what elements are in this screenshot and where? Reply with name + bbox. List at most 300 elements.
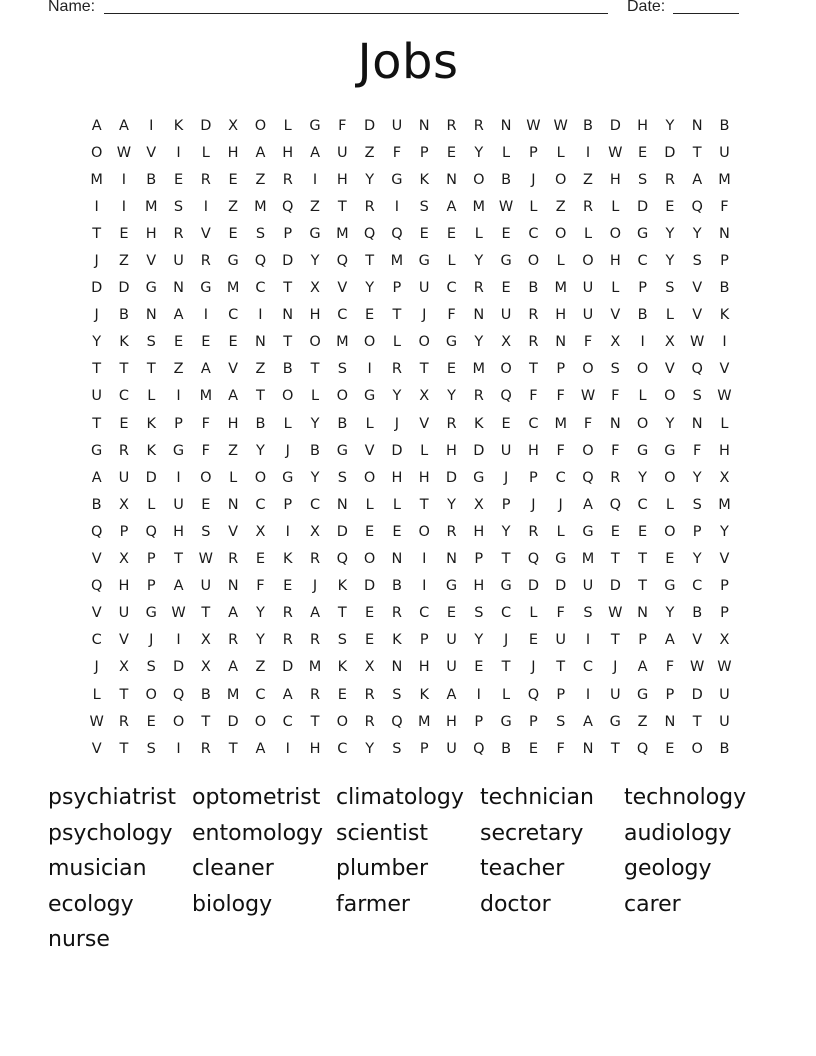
- grid-letter: X: [118, 659, 129, 676]
- grid-letter: X: [200, 659, 211, 676]
- grid-letter: V: [364, 442, 375, 459]
- grid-letter: M: [308, 659, 322, 676]
- grid-letter: L: [92, 686, 101, 703]
- grid-letter: M: [226, 686, 240, 703]
- grid-letter: R: [446, 523, 457, 540]
- grid-letter: S: [201, 523, 211, 540]
- grid-letter: O: [636, 415, 649, 432]
- grid-letter: G: [664, 578, 676, 595]
- grid-letter: F: [556, 740, 565, 757]
- grid-letter: M: [199, 388, 213, 405]
- grid-letter: I: [722, 334, 727, 351]
- grid-row: [83, 735, 738, 762]
- grid-row: [83, 681, 738, 708]
- grid-letter: S: [610, 361, 620, 378]
- grid-letter: T: [501, 659, 511, 676]
- grid-letter: R: [473, 388, 484, 405]
- grid-letter: L: [283, 415, 292, 432]
- grid-letter: L: [529, 198, 538, 215]
- grid-letter: U: [582, 307, 594, 324]
- grid-letter: N: [446, 171, 457, 188]
- grid-letter: Q: [336, 253, 349, 270]
- grid-letter: S: [173, 198, 184, 215]
- grid-letter: Z: [255, 171, 266, 188]
- grid-letter: A: [664, 632, 675, 649]
- word-list: [48, 780, 788, 958]
- grid-letter: L: [147, 496, 156, 513]
- grid-letter: E: [201, 496, 211, 513]
- word-list-item: technology: [624, 785, 747, 810]
- grid-letter: Z: [255, 361, 266, 378]
- grid-letter: P: [419, 144, 429, 161]
- grid-letter: N: [336, 496, 348, 513]
- grid-letter: B: [637, 307, 648, 324]
- grid-letter: R: [446, 415, 457, 432]
- grid-letter: X: [473, 496, 484, 513]
- grid-letter: Y: [692, 225, 702, 242]
- word-list-item: nurse: [48, 927, 110, 953]
- grid-letter: R: [228, 551, 239, 568]
- grid-letter: N: [418, 117, 430, 134]
- grid-letter: N: [473, 307, 485, 324]
- grid-letter: O: [582, 253, 594, 270]
- grid-letter: V: [664, 361, 675, 378]
- grid-letter: U: [446, 659, 457, 676]
- grid-letter: J: [558, 496, 563, 513]
- grid-letter: I: [203, 198, 208, 215]
- grid-letter: L: [583, 225, 593, 242]
- grid-letter: B: [692, 605, 703, 622]
- grid-row: [83, 302, 738, 329]
- grid-letter: S: [692, 253, 702, 270]
- grid-letter: R: [364, 198, 375, 215]
- grid-letter: U: [500, 307, 512, 324]
- grid-letter: P: [720, 253, 729, 270]
- grid-letter: S: [637, 171, 648, 188]
- grid-letter: Q: [527, 551, 540, 568]
- grid-letter: X: [310, 523, 320, 540]
- grid-letter: D: [118, 280, 130, 297]
- grid-letter: E: [528, 632, 538, 649]
- grid-letter: R: [228, 632, 239, 649]
- grid-row: [83, 112, 738, 139]
- word-list-item: audiology: [624, 820, 732, 846]
- grid-letter: M: [390, 253, 404, 270]
- grid-letter: U: [500, 442, 512, 459]
- grid-letter: R: [364, 713, 375, 730]
- grid-letter: B: [146, 171, 157, 188]
- grid-letter: C: [255, 280, 266, 297]
- grid-letter: I: [394, 198, 400, 215]
- grid-letter: V: [719, 361, 730, 378]
- grid-row: [83, 708, 738, 735]
- grid-letter: L: [556, 253, 565, 270]
- grid-letter: V: [146, 253, 157, 270]
- grid-letter: O: [309, 334, 321, 351]
- grid-letter: Q: [582, 469, 594, 486]
- grid-letter: N: [719, 225, 730, 242]
- grid-letter: E: [365, 632, 375, 649]
- grid-letter: Y: [474, 253, 484, 270]
- grid-letter: Z: [118, 253, 129, 270]
- grid-letter: M: [554, 415, 567, 432]
- grid-letter: Q: [145, 523, 157, 540]
- grid-letter: K: [282, 551, 293, 568]
- grid-letter: I: [285, 523, 290, 540]
- grid-letter: C: [337, 740, 348, 757]
- grid-letter: Y: [665, 605, 675, 622]
- grid-letter: D: [555, 578, 567, 595]
- grid-row: [83, 437, 738, 464]
- grid-letter: F: [556, 605, 565, 622]
- grid-letter: T: [310, 361, 320, 378]
- grid-letter: K: [146, 415, 156, 432]
- grid-letter: H: [637, 117, 649, 134]
- grid-letter: T: [92, 361, 102, 378]
- grid-letter: P: [474, 713, 484, 730]
- grid-letter: S: [419, 198, 429, 215]
- grid-letter: G: [636, 686, 649, 703]
- grid-letter: U: [719, 686, 730, 703]
- grid-letter: P: [392, 280, 402, 297]
- grid-letter: G: [555, 551, 567, 568]
- word-list-item: psychology: [48, 820, 173, 846]
- grid-letter: F: [201, 415, 210, 432]
- grid-letter: P: [119, 523, 129, 540]
- grid-letter: O: [636, 361, 649, 378]
- grid-letter: T: [638, 551, 648, 568]
- grid-letter: W: [608, 605, 623, 622]
- grid-letter: C: [692, 578, 703, 595]
- grid-letter: X: [719, 469, 730, 486]
- grid-letter: C: [446, 280, 457, 297]
- grid-letter: C: [582, 659, 594, 676]
- grid-letter: J: [94, 307, 99, 324]
- grid-letter: T: [528, 361, 538, 378]
- grid-letter: E: [446, 605, 457, 622]
- grid-letter: D: [200, 117, 212, 134]
- grid-letter: G: [145, 280, 157, 297]
- grid-letter: E: [119, 225, 129, 242]
- grid-letter: D: [445, 469, 458, 486]
- grid-letter: O: [172, 713, 185, 730]
- grid-letter: Y: [256, 632, 265, 649]
- grid-letter: O: [582, 442, 594, 459]
- grid-letter: R: [309, 686, 321, 703]
- grid-letter: R: [282, 171, 293, 188]
- grid-letter: I: [121, 171, 127, 188]
- grid-letter: O: [200, 469, 212, 486]
- grid-letter: D: [473, 442, 485, 459]
- grid-letter: R: [200, 253, 211, 270]
- grid-letter: K: [146, 442, 156, 459]
- grid-letter: U: [582, 280, 594, 297]
- grid-letter: M: [254, 198, 267, 215]
- grid-letter: C: [528, 225, 539, 242]
- grid-letter: F: [556, 442, 565, 459]
- grid-letter: X: [310, 280, 320, 297]
- grid-letter: E: [228, 225, 238, 242]
- grid-letter: J: [312, 578, 318, 595]
- grid-letter: J: [94, 659, 99, 676]
- grid-letter: F: [256, 578, 265, 595]
- grid-letter: Y: [365, 280, 375, 297]
- grid-letter: H: [609, 253, 621, 270]
- grid-letter: A: [173, 307, 184, 324]
- grid-letter: P: [419, 740, 429, 757]
- grid-letter: L: [665, 307, 674, 324]
- grid-letter: T: [146, 361, 156, 378]
- grid-row: [83, 654, 738, 681]
- grid-letter: L: [283, 117, 292, 134]
- grid-letter: S: [665, 280, 675, 297]
- grid-letter: Z: [173, 361, 184, 378]
- grid-letter: P: [638, 280, 647, 297]
- grid-letter: T: [419, 361, 429, 378]
- grid-letter: H: [227, 415, 239, 432]
- grid-letter: M: [144, 198, 158, 215]
- grid-letter: Y: [392, 388, 402, 405]
- grid-letter: V: [91, 551, 102, 568]
- grid-letter: J: [531, 659, 536, 676]
- grid-letter: N: [582, 740, 594, 757]
- grid-letter: Y: [365, 740, 375, 757]
- grid-letter: I: [367, 361, 372, 378]
- grid-letter: O: [254, 117, 267, 134]
- grid-letter: P: [146, 551, 156, 568]
- grid-letter: B: [282, 361, 293, 378]
- grid-letter: H: [418, 469, 430, 486]
- grid-letter: R: [664, 171, 675, 188]
- grid-letter: D: [364, 578, 376, 595]
- grid-letter: E: [283, 578, 293, 595]
- grid-letter: Q: [609, 496, 621, 513]
- grid-letter: Y: [665, 415, 675, 432]
- grid-letter: S: [337, 632, 347, 649]
- grid-letter: I: [640, 334, 645, 351]
- grid-letter: P: [720, 605, 729, 622]
- grid-letter: Y: [665, 225, 675, 242]
- grid-letter: W: [690, 659, 705, 676]
- grid-letter: Q: [90, 578, 103, 595]
- grid-letter: E: [665, 198, 675, 215]
- grid-letter: J: [422, 307, 427, 324]
- grid-letter: C: [528, 415, 539, 432]
- grid-letter: O: [254, 713, 267, 730]
- grid-letter: T: [310, 713, 320, 730]
- grid-letter: I: [176, 144, 181, 161]
- grid-letter: L: [529, 605, 538, 622]
- grid-letter: V: [610, 307, 621, 324]
- grid-letter: V: [419, 415, 430, 432]
- grid-letter: U: [173, 253, 184, 270]
- grid-letter: Y: [365, 171, 375, 188]
- grid-letter: T: [501, 551, 511, 568]
- grid-letter: D: [364, 117, 376, 134]
- grid-letter: C: [255, 496, 266, 513]
- grid-letter: V: [228, 523, 239, 540]
- grid-row: [83, 518, 738, 545]
- grid-letter: G: [336, 442, 348, 459]
- grid-letter: R: [391, 361, 402, 378]
- grid-letter: A: [118, 117, 129, 134]
- grid-letter: N: [691, 117, 703, 134]
- grid-letter: C: [282, 713, 293, 730]
- grid-letter: O: [418, 523, 430, 540]
- word-list-item: geology: [624, 856, 712, 882]
- grid-letter: B: [528, 280, 539, 297]
- grid-letter: J: [394, 415, 400, 432]
- grid-letter: O: [282, 388, 294, 405]
- grid-letter: M: [472, 198, 486, 215]
- grid-letter: J: [503, 469, 509, 486]
- grid-letter: D: [664, 144, 676, 161]
- grid-letter: S: [146, 740, 156, 757]
- grid-letter: O: [554, 171, 567, 188]
- grid-letter: H: [391, 469, 403, 486]
- grid-letter: D: [91, 280, 103, 297]
- grid-letter: O: [336, 713, 349, 730]
- grid-letter: U: [719, 713, 730, 730]
- grid-letter: T: [228, 740, 238, 757]
- grid-letter: R: [282, 632, 293, 649]
- grid-letter: O: [664, 388, 676, 405]
- grid-row: [83, 247, 738, 274]
- grid-letter: K: [719, 307, 730, 324]
- grid-letter: W: [717, 388, 732, 405]
- grid-letter: T: [692, 713, 702, 730]
- grid-letter: V: [692, 307, 703, 324]
- grid-letter: I: [176, 740, 181, 757]
- grid-letter: I: [149, 117, 154, 134]
- grid-letter: B: [91, 496, 102, 513]
- grid-letter: U: [418, 280, 430, 297]
- grid-letter: A: [200, 361, 211, 378]
- grid-letter: W: [526, 117, 541, 134]
- grid-letter: I: [285, 740, 290, 757]
- grid-letter: P: [556, 361, 566, 378]
- grid-letter: X: [610, 334, 621, 351]
- grid-letter: E: [474, 659, 484, 676]
- grid-letter: T: [92, 415, 102, 432]
- grid-letter: G: [309, 117, 321, 134]
- grid-letter: G: [473, 469, 485, 486]
- page-title: Jobs: [357, 34, 459, 90]
- grid-letter: I: [203, 307, 208, 324]
- grid-letter: H: [309, 307, 321, 324]
- grid-letter: M: [417, 713, 431, 730]
- grid-letter: W: [690, 334, 705, 351]
- grid-letter: T: [174, 551, 183, 568]
- grid-letter: Y: [256, 442, 265, 459]
- grid-letter: J: [94, 253, 99, 270]
- grid-letter: D: [691, 686, 703, 703]
- grid-letter: X: [200, 632, 211, 649]
- grid-letter: S: [337, 361, 347, 378]
- grid-letter: D: [172, 659, 185, 676]
- grid-letter: E: [501, 225, 511, 242]
- grid-letter: P: [529, 713, 538, 730]
- grid-letter: E: [228, 171, 238, 188]
- grid-letter: R: [473, 280, 484, 297]
- grid-letter: Q: [391, 225, 403, 242]
- grid-letter: T: [256, 388, 265, 405]
- grid-letter: R: [118, 442, 129, 459]
- grid-letter: T: [283, 280, 293, 297]
- grid-letter: Y: [501, 523, 511, 540]
- grid-letter: N: [255, 334, 266, 351]
- grid-letter: I: [585, 144, 591, 161]
- grid-letter: W: [198, 551, 213, 568]
- grid-letter: U: [719, 144, 730, 161]
- grid-letter: G: [145, 605, 157, 622]
- grid-letter: L: [229, 469, 238, 486]
- grid-letter: V: [146, 144, 157, 161]
- grid-letter: Q: [90, 523, 103, 540]
- grid-letter: A: [583, 713, 593, 730]
- grid-letter: V: [719, 551, 730, 568]
- grid-letter: B: [583, 117, 593, 134]
- grid-letter: G: [500, 253, 512, 270]
- grid-letter: A: [91, 117, 102, 134]
- grid-letter: B: [200, 686, 211, 703]
- grid-letter: E: [528, 740, 538, 757]
- grid-letter: X: [719, 632, 730, 649]
- word-list-item: plumber: [336, 856, 428, 882]
- grid-letter: W: [580, 388, 596, 405]
- grid-letter: A: [583, 496, 593, 513]
- grid-letter: V: [91, 740, 102, 757]
- grid-letter: G: [227, 253, 239, 270]
- grid-letter: D: [282, 253, 294, 270]
- grid-letter: U: [609, 686, 621, 703]
- grid-letter: T: [337, 198, 347, 215]
- grid-letter: Q: [336, 551, 349, 568]
- grid-letter: D: [637, 198, 649, 215]
- grid-letter: G: [582, 523, 594, 540]
- grid-letter: C: [637, 496, 648, 513]
- grid-letter: X: [228, 117, 239, 134]
- grid-letter: R: [446, 117, 457, 134]
- grid-letter: E: [255, 551, 266, 568]
- grid-letter: C: [309, 496, 321, 513]
- grid-letter: T: [419, 496, 429, 513]
- grid-letter: E: [665, 551, 675, 568]
- grid-letter: E: [638, 523, 648, 540]
- grid-letter: Z: [228, 198, 239, 215]
- grid-letter: F: [447, 307, 456, 324]
- grid-row: [83, 356, 738, 383]
- grid-letter: K: [173, 117, 184, 134]
- grid-letter: H: [446, 442, 457, 459]
- grid-letter: N: [282, 307, 294, 324]
- grid-letter: P: [556, 686, 566, 703]
- grid-letter: D: [391, 442, 403, 459]
- grid-row: [83, 491, 738, 518]
- grid-letter: Y: [310, 253, 320, 270]
- grid-letter: S: [556, 713, 566, 730]
- grid-letter: B: [337, 415, 348, 432]
- grid-letter: P: [174, 415, 183, 432]
- grid-letter: Y: [310, 469, 320, 486]
- grid-letter: O: [500, 361, 512, 378]
- grid-letter: E: [146, 713, 156, 730]
- grid-letter: T: [556, 659, 566, 676]
- grid-letter: D: [609, 117, 621, 134]
- grid-letter: E: [365, 605, 375, 622]
- grid-row: [83, 329, 738, 356]
- grid-letter: B: [118, 307, 129, 324]
